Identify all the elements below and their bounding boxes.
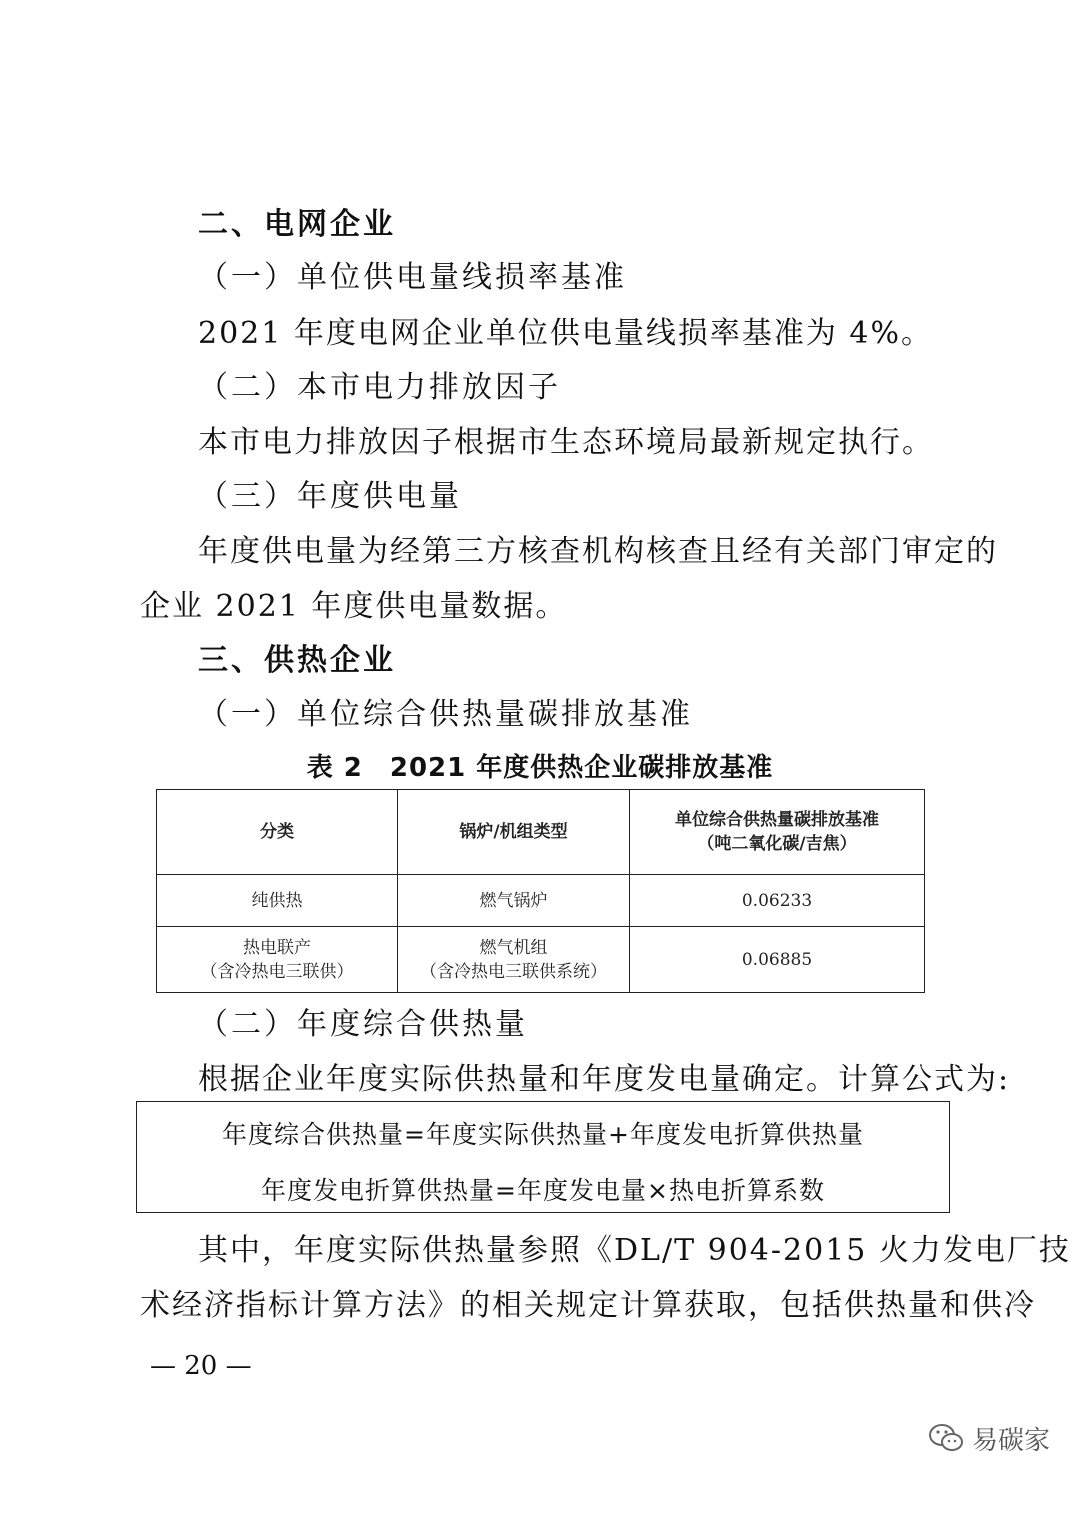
- paragraph-annual-supply-2: 企业 2021 年度供电量数据。: [140, 589, 568, 624]
- cell-benchmark-value: 0.06233: [630, 875, 925, 927]
- section-heading-grid: 二、电网企业: [198, 207, 396, 242]
- wechat-icon: [928, 1422, 964, 1454]
- header-benchmark-label: 单位综合供热量碳排放基准: [675, 810, 879, 830]
- header-category: 分类: [157, 790, 398, 875]
- subheading-heat-benchmark: （一）单位综合供热量碳排放基准: [198, 697, 693, 732]
- subheading-line-loss: （一）单位供电量线损率基准: [198, 260, 627, 295]
- watermark: [928, 1418, 1050, 1458]
- cell-unit-type: 燃气锅炉: [398, 875, 630, 927]
- paragraph-formula-intro: 根据企业年度实际供热量和年度发电量确定。计算公式为:: [198, 1062, 1011, 1097]
- benchmark-table: [156, 789, 925, 993]
- table-row: [157, 927, 925, 993]
- subheading-annual-heat: （二）年度综合供热量: [198, 1007, 528, 1042]
- formula-line-1: 年度综合供热量=年度实际供热量+年度发电折算供热量: [222, 1120, 864, 1149]
- cell-category: 热电联产 （含冷热电三联供）: [157, 927, 398, 993]
- page-number: — 20 —: [150, 1351, 252, 1381]
- watermark-text: 易碳家: [972, 1425, 1051, 1456]
- cell-benchmark-value: 0.06885: [630, 927, 925, 993]
- section-heading-heat: 三、供热企业: [198, 643, 396, 678]
- subheading-annual-supply: （三）年度供电量: [198, 479, 462, 514]
- cell-category: 纯供热: [157, 875, 398, 927]
- formula-line-2: 年度发电折算供热量=年度发电量×热电折算系数: [261, 1176, 825, 1205]
- paragraph-line-loss: 2021 年度电网企业单位供电量线损率基准为 4%。: [198, 316, 934, 351]
- header-unit-type: 锅炉/机组类型: [398, 790, 630, 875]
- formula-box: [136, 1101, 950, 1213]
- header-benchmark: [630, 790, 925, 875]
- paragraph-emission-factor: 本市电力排放因子根据市生态环境局最新规定执行。: [198, 425, 934, 460]
- paragraph-note-2: 术经济指标计算方法》的相关规定计算获取，包括供热量和供冷: [140, 1288, 1036, 1323]
- paragraph-annual-supply-1: 年度供电量为经第三方核查机构核查且经有关部门审定的: [198, 534, 998, 569]
- header-benchmark-unit: （吨二氧化碳/吉焦）: [697, 834, 857, 854]
- table-header-row: [157, 790, 925, 875]
- table-row: [157, 875, 925, 927]
- subheading-emission-factor: （二）本市电力排放因子: [198, 370, 561, 405]
- paragraph-note-1: 其中，年度实际供热量参照《DL/T 904-2015 火力发电厂技: [198, 1233, 1071, 1268]
- cell-unit-type: 燃气机组 （含冷热电三联供系统）: [398, 927, 630, 993]
- table-caption: 表 2 2021 年度供热企业碳排放基准: [306, 753, 774, 783]
